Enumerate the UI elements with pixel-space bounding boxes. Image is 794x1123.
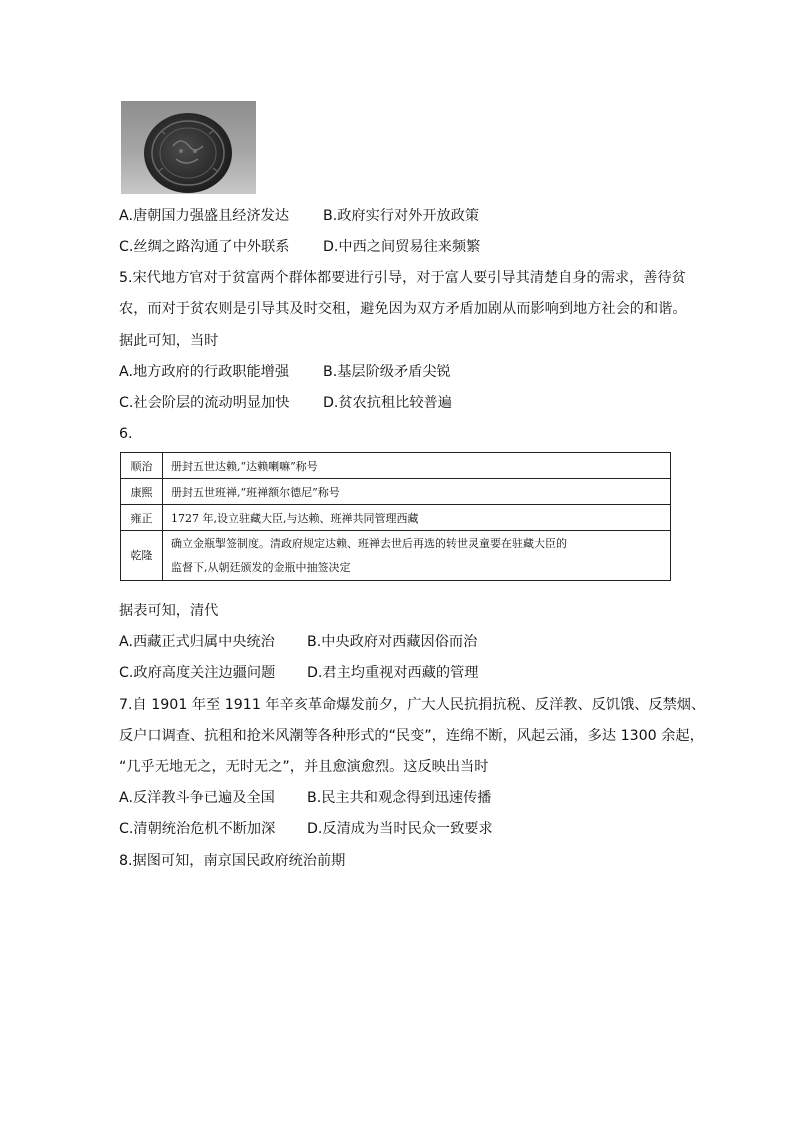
content-cell: 1727 年,设立驻藏大臣,与达赖、班禅共同管理西藏 <box>163 505 671 531</box>
content-cell <box>163 531 671 581</box>
content-cell: 册封五世班禅,“班禅额尔德尼”称号 <box>163 479 671 505</box>
era-cell: 雍正 <box>121 505 163 531</box>
q4-option-c: C.丝绸之路沟通了中外联系 <box>119 239 290 255</box>
era-cell: 顺治 <box>121 453 163 479</box>
content-line: 监督下,从朝廷颁发的金瓶中抽签决定 <box>171 560 351 574</box>
q5-option-d: D.贫农抗租比较普遍 <box>323 395 452 411</box>
q7-stem-line-2: 反户口调查、抗租和抢米风潮等各种形式的“民变”，连绵不断，风起云涌，多达 1300 余起， <box>119 728 704 744</box>
q7-option-a: A.反洋教斗争已遍及全国 <box>119 790 275 806</box>
content-cell: 册封五世达赖,“达赖喇嘛”称号 <box>163 453 671 479</box>
q6-option-d: D.君主均重视对西藏的管理 <box>307 665 479 681</box>
q7-option-d: D.反清成为当时民众一致要求 <box>307 821 493 837</box>
q7-stem-line-3: “几乎无地无之，无时无之”，并且愈演愈烈。这反映出当时 <box>119 759 489 775</box>
qing-tibet-policy-table <box>120 452 671 581</box>
q6-option-a: A.西藏正式归属中央统治 <box>119 634 275 650</box>
q7-option-c: C.清朝统治危机不断加深 <box>119 821 276 837</box>
q7-option-b: B.民主共和观念得到迅速传播 <box>307 790 492 806</box>
q6-stem: 据表可知，清代 <box>119 603 219 619</box>
content-line: 确立金瓶掣签制度。清政府规定达赖、班禅去世后再选的转世灵童要在驻藏大臣的 <box>171 536 567 550</box>
q6-option-c: C.政府高度关注边疆问题 <box>119 665 276 681</box>
q5-option-b: B.基层阶级矛盾尖锐 <box>323 364 451 380</box>
q8-stem: 8.据图可知，南京国民政府统治前期 <box>119 853 346 869</box>
q5-stem-line-2: 农，而对于贫农则是引导其及时交租，避免因为双方矛盾加剧从而影响到地方社会的和谐。 <box>119 301 687 317</box>
q6-option-b: B.中央政府对西藏因俗而治 <box>307 634 478 650</box>
q6-number: 6. <box>119 426 133 442</box>
era-cell: 康熙 <box>121 479 163 505</box>
ancient-coin-photo <box>121 101 256 194</box>
q5-option-a: A.地方政府的行政职能增强 <box>119 364 290 380</box>
q4-option-d: D.中西之间贸易往来频繁 <box>323 239 481 255</box>
era-cell: 乾隆 <box>121 531 163 581</box>
q5-option-c: C.社会阶层的流动明显加快 <box>119 395 290 411</box>
q4-option-a: A.唐朝国力强盛且经济发达 <box>119 208 290 224</box>
table-row <box>121 505 671 531</box>
table-row <box>121 479 671 505</box>
q5-stem-line-3: 据此可知，当时 <box>119 333 219 349</box>
table-row <box>121 453 671 479</box>
coin-image-icon <box>121 101 256 194</box>
table-row <box>121 531 671 581</box>
q7-stem-line-1: 7.自 1901 年至 1911 年辛亥革命爆发前夕，广大人民抗捐抗税、反洋教、反饥饿、反禁烟、 <box>119 697 706 713</box>
q4-option-b: B.政府实行对外开放政策 <box>323 208 480 224</box>
q5-stem-line-1: 5.宋代地方官对于贫富两个群体都要进行引导，对于富人要引导其清楚自身的需求，善待贫 <box>119 270 686 286</box>
